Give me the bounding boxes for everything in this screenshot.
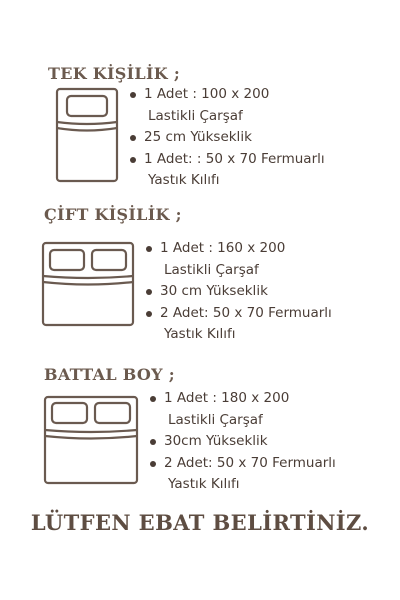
king-bed-icon (42, 394, 140, 486)
section-title-king: BATTAL BOY ; (44, 365, 175, 384)
section-title-double: ÇİFT KİŞİLİK ; (44, 205, 182, 224)
footer-note: LÜTFEN EBAT BELİRTİNİZ. (30, 510, 370, 535)
list-item: 25 cm Yükseklik (130, 127, 325, 149)
list-item: 1 Adet : 180 x 200 Lastikli Çarşaf (150, 388, 336, 431)
single-bed-icon (54, 86, 120, 184)
list-item: 1 Adet: : 50 x 70 Fermuarlı Yastık Kılıfı (130, 149, 325, 192)
section-title-single: TEK KİŞİLİK ; (48, 64, 181, 83)
list-item: 2 Adet: 50 x 70 Fermuarlı Yastık Kılıfı (150, 453, 336, 496)
specs-list-double (146, 238, 332, 346)
specs-list-single (130, 84, 325, 192)
specs-list-king (150, 388, 336, 496)
list-item: 30 cm Yükseklik (146, 281, 332, 303)
list-item: 30cm Yükseklik (150, 431, 336, 453)
list-item: 2 Adet: 50 x 70 Fermuarlı Yastık Kılıfı (146, 303, 332, 346)
double-bed-icon (40, 240, 136, 328)
list-item: 1 Adet : 100 x 200 Lastikli Çarşaf (130, 84, 325, 127)
list-item: 1 Adet : 160 x 200 Lastikli Çarşaf (146, 238, 332, 281)
